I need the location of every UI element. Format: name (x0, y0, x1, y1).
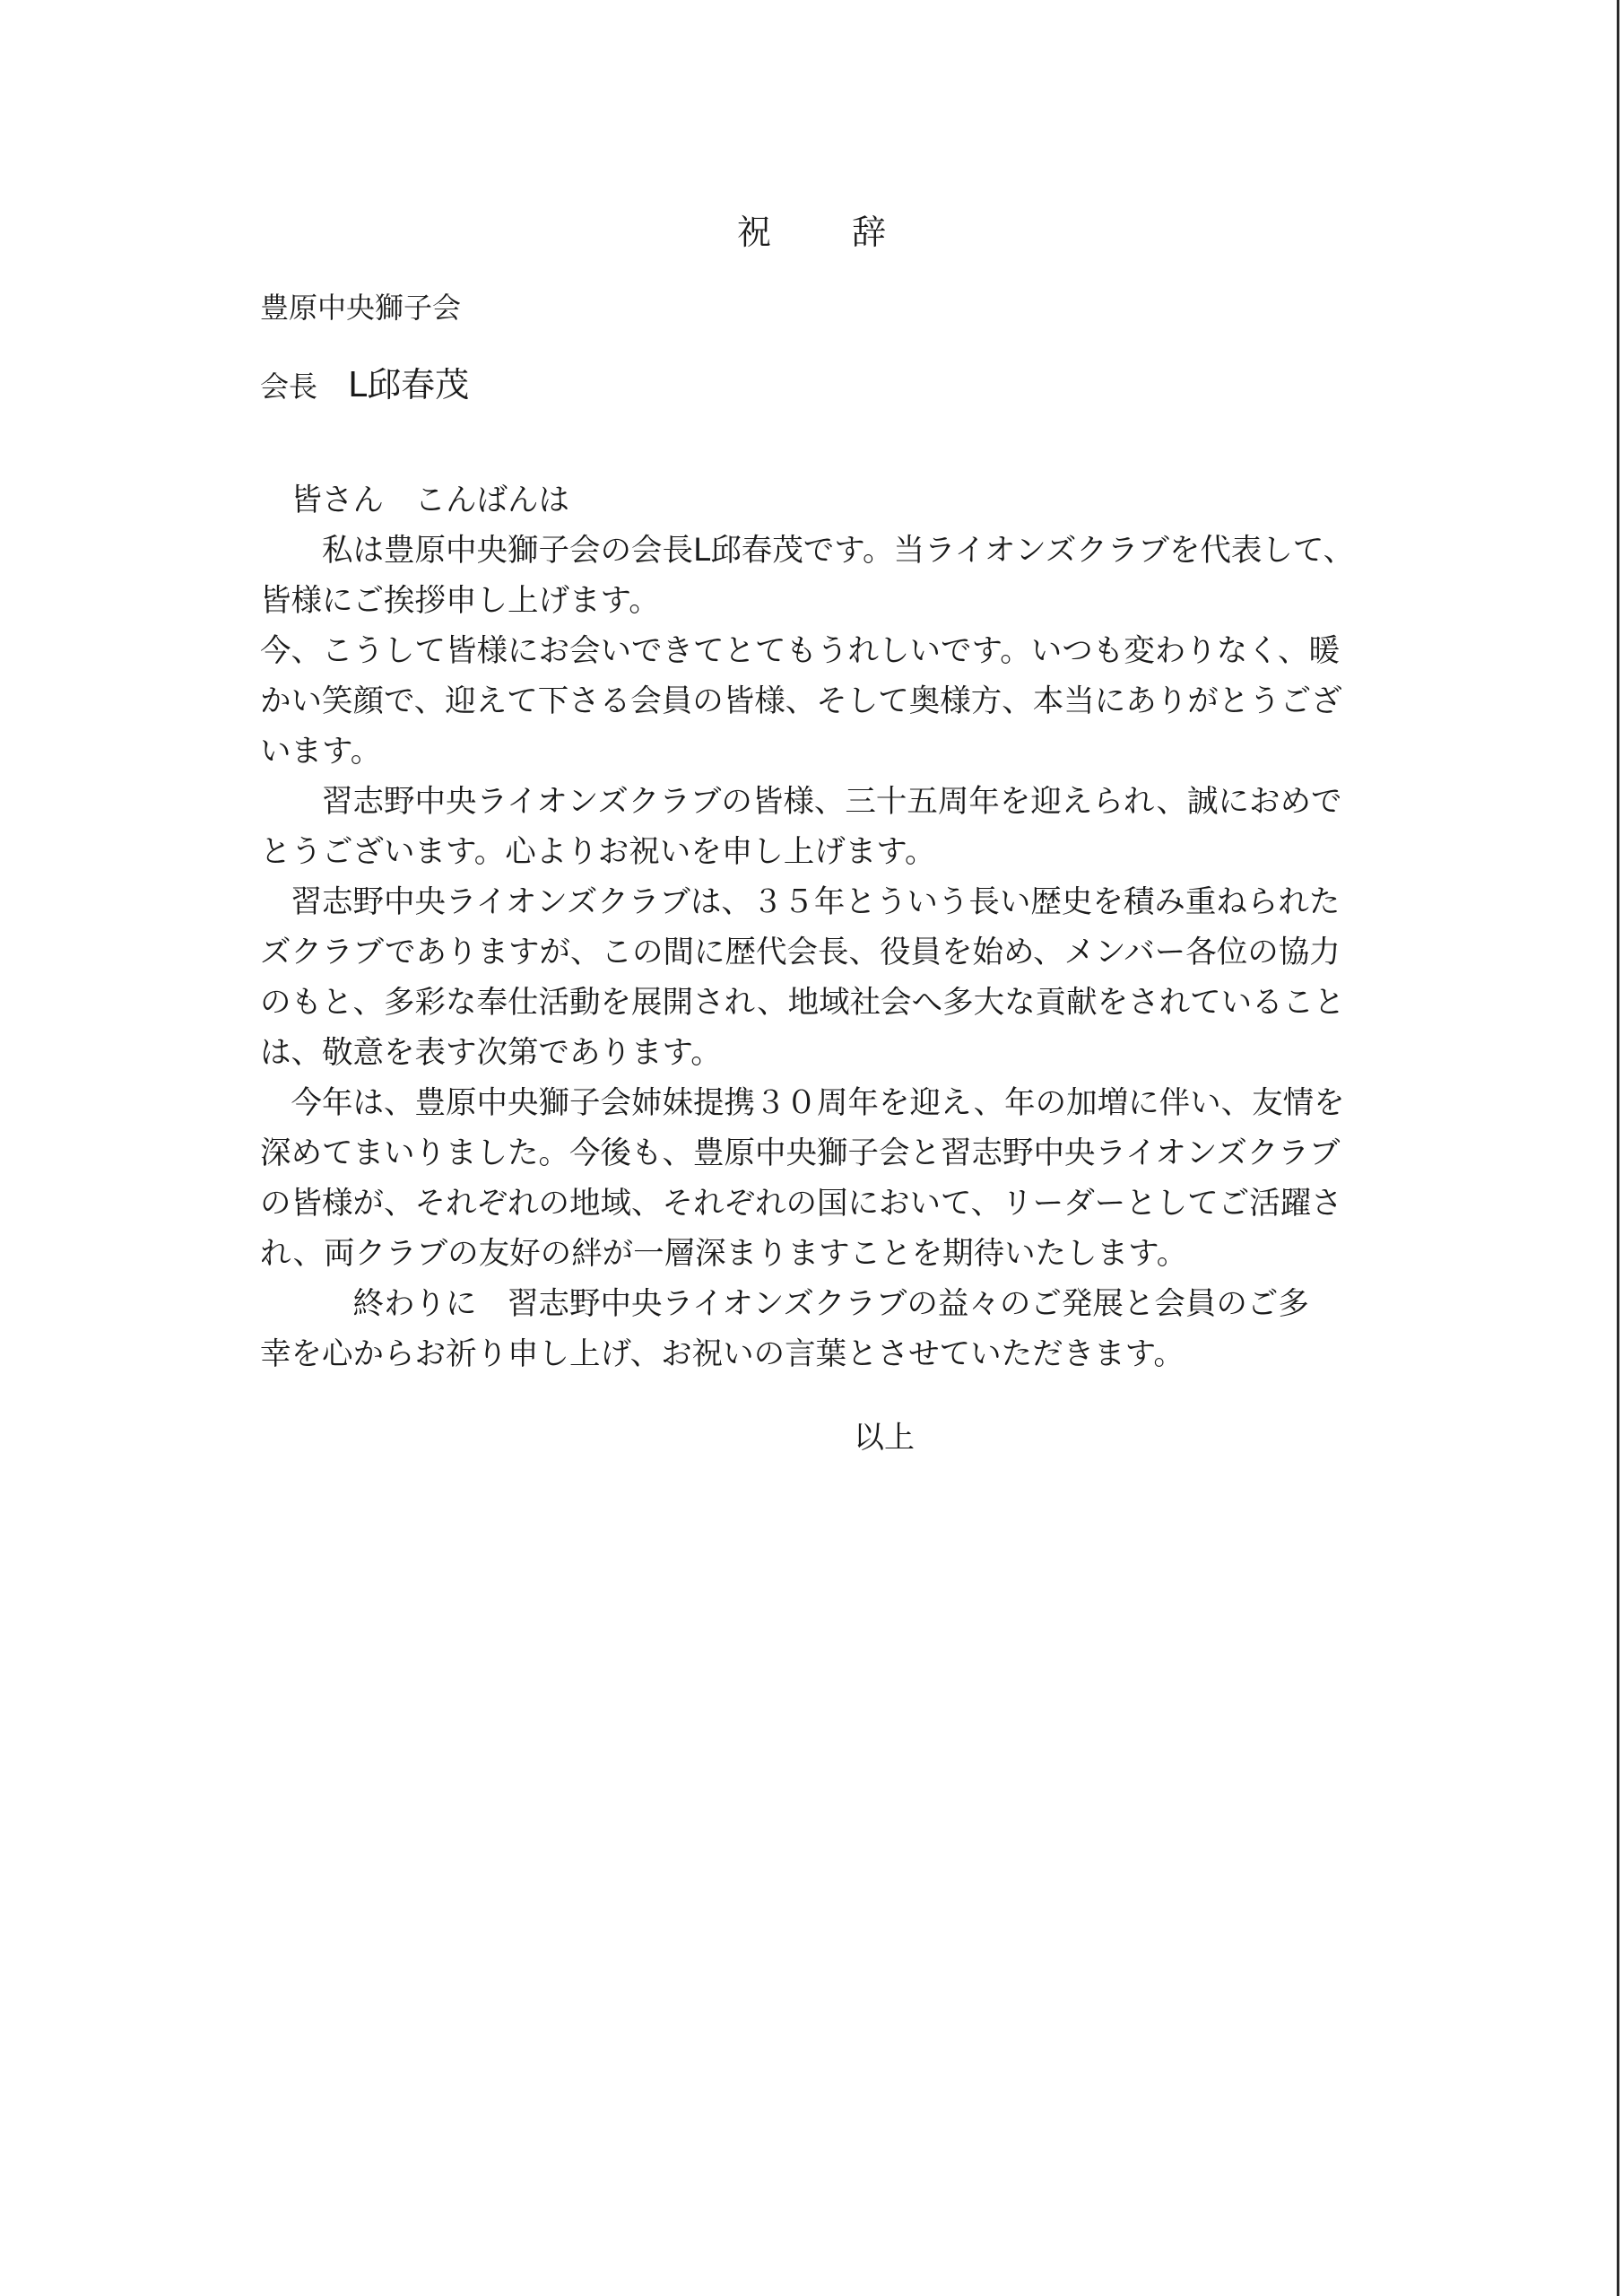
body-line: 皆様にご挨拶申し上げます。 (260, 583, 660, 619)
document-title (0, 204, 1623, 254)
body-line: のもと、多彩な奉仕活動を展開され、地域社会へ多大な貢献をされていること (260, 985, 1345, 1021)
body-line: 習志野中央ライオンズクラブは、３５年とういう長い歴史を積み重ねられた (260, 884, 1341, 920)
body-line: 今年は、豊原中央獅子会姉妹提携３０周年を迎え、年の加増に伴い、友情を (260, 1085, 1345, 1121)
page-edge (1617, 0, 1619, 2296)
body-line: の皆様が、それぞれの地域、それぞれの国において、リーダーとしてご活躍さ (260, 1186, 1342, 1222)
body-line: 皆さん こんばんは (260, 483, 569, 518)
body-line: とうございます。心よりお祝いを申し上げます。 (260, 834, 936, 870)
speech-body (260, 475, 1426, 1379)
body-line: 幸を心からお祈り申し上げ、お祝いの言葉とさせていただきます。 (260, 1336, 1185, 1372)
body-line: は、敬意を表す次第であります。 (260, 1035, 722, 1071)
president-title: 会長 (260, 370, 318, 404)
closing-mark: 以上 (854, 1420, 915, 1456)
body-line: 私は豊原中央獅子会の会長L邱春茂です。当ライオンズクラブを代表して、 (260, 533, 1355, 569)
body-line: 終わりに 習志野中央ライオンズクラブの益々のご発展と会員のご多 (260, 1286, 1309, 1322)
body-line: ズクラブでありますが、この間に歴代会長、役員を始め、メンバー各位の協力 (260, 935, 1341, 970)
body-line: れ、両クラブの友好の絆が一層深まりますことを期待いたします。 (260, 1236, 1188, 1272)
body-line: かい笑顔で、迎えて下さる会員の皆様、そして奥様方、本当にありがとうござ (260, 683, 1342, 719)
body-line: 習志野中央ライオンズクラブの皆様、三十五周年を迎えられ、誠におめで (260, 784, 1342, 820)
body-line: います。 (260, 734, 382, 770)
body-line: 今、こうして皆様にお会いできてとてもうれしいです。いつも変わりなく、暖 (260, 633, 1341, 669)
title-char-2: 辞 (852, 213, 887, 252)
body-line: 深めてまいりました。今後も、豊原中央獅子会と習志野中央ライオンズクラブ (260, 1135, 1341, 1171)
president-line (260, 357, 469, 406)
organization-name: 豊原中央獅子会 (260, 291, 462, 325)
president-name: L邱春茂 (348, 365, 470, 404)
title-char-1: 祝 (736, 213, 771, 252)
